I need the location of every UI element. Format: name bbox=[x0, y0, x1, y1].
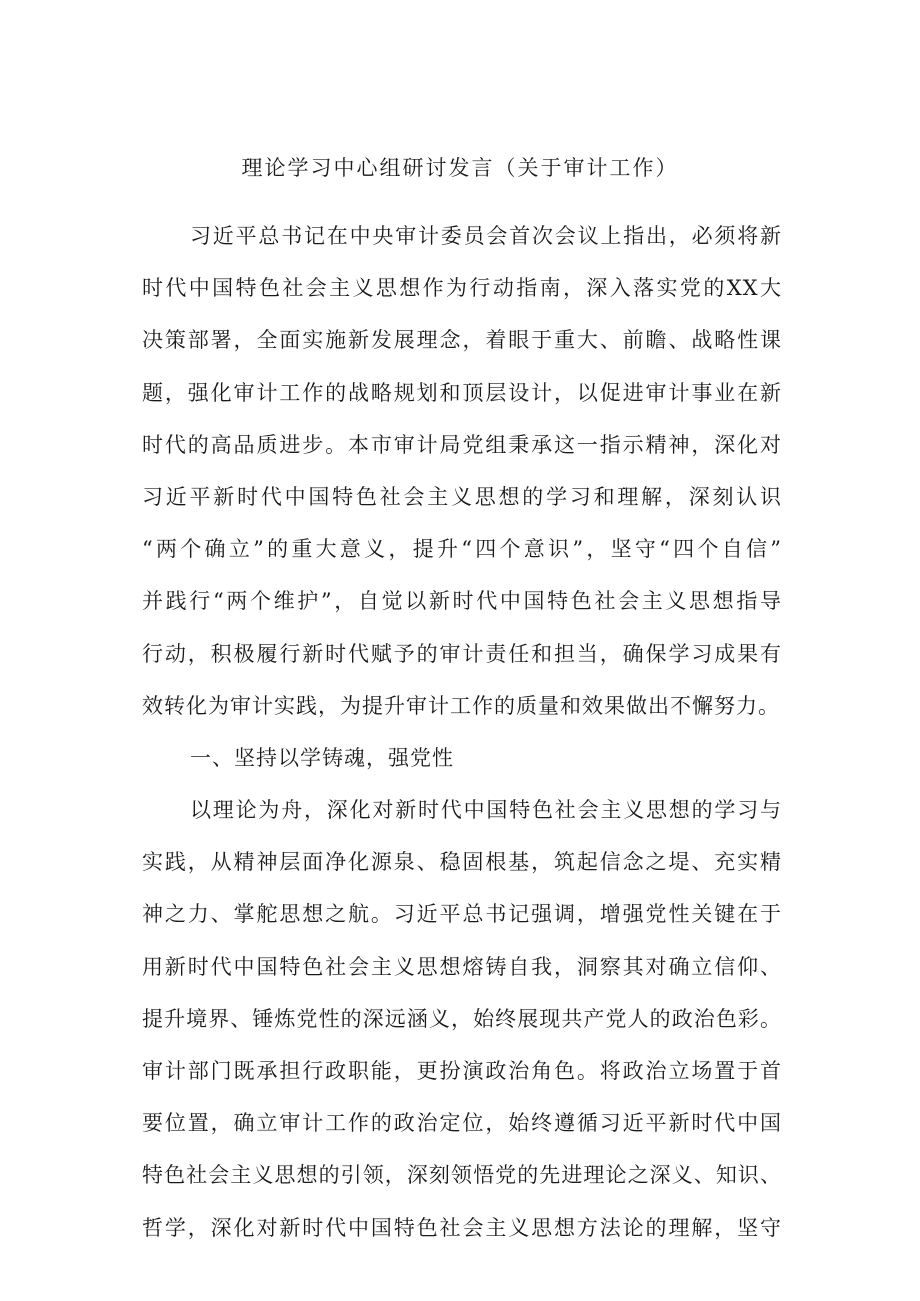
paragraph-line: 神之力、掌舵思想之航。习近平总书记强调，增强党性关键在于 bbox=[142, 902, 782, 927]
paragraph-line: 审计部门既承担行政职能，更扮演政治角色。将政治立场置于首 bbox=[142, 1059, 782, 1083]
paragraph-line: 习近平总书记在中央审计委员会首次会议上指出，必须将新 bbox=[190, 224, 782, 248]
paragraph-line: 时代中国特色社会主义思想作为行动指南，深入落实党的XX大 bbox=[142, 276, 782, 301]
paragraph-line: 决策部署，全面实施新发展理念，着眼于重大、前瞻、战略性课 bbox=[142, 328, 782, 353]
paragraph-line: 用新时代中国特色社会主义思想熔铸自我，洞察其对确立信仰、 bbox=[142, 954, 782, 979]
paragraph-line: 行动，积极履行新时代赋予的审计责任和担当，确保学习成果有 bbox=[142, 641, 782, 666]
paragraph-line: 提升境界、锤炼党性的深远涵义，始终展现共产党人的政治色彩。 bbox=[142, 1006, 782, 1031]
paragraph-line: 时代的高品质进步。本市审计局党组秉承这一指示精神，深化对 bbox=[142, 432, 782, 457]
paragraph-line: 以理论为舟，深化对新时代中国特色社会主义思想的学习与 bbox=[190, 798, 782, 823]
paragraph-line: 实践，从精神层面净化源泉、稳固根基，筑起信念之堤、充实精 bbox=[142, 850, 782, 875]
paragraph-line: 效转化为审计实践，为提升审计工作的质量和效果做出不懈努力。 bbox=[142, 693, 780, 718]
paragraph-line: 要位置，确立审计工作的政治定位，始终遵循习近平新时代中国 bbox=[142, 1111, 782, 1136]
paragraph-line: 哲学，深化对新时代中国特色社会主义思想方法论的理解，坚守 bbox=[142, 1215, 782, 1240]
section-heading: 一、坚持以学铸魂，强党性 bbox=[190, 745, 454, 770]
document-title: 理论学习中心组研讨发言（关于审计工作） bbox=[241, 156, 679, 180]
document-body bbox=[142, 210, 782, 1254]
paragraph-line: 习近平新时代中国特色社会主义思想的学习和理解，深刻认识 bbox=[142, 484, 782, 509]
paragraph-line: “两个确立”的重大意义，提升“四个意识”，坚守“四个自信” bbox=[142, 537, 782, 562]
paragraph-line: 特色社会主义思想的引领，深刻领悟党的先进理论之深义、知识、 bbox=[142, 1163, 782, 1188]
paragraph-line: 题，强化审计工作的战略规划和顶层设计，以促进审计事业在新 bbox=[142, 380, 782, 405]
paragraph-line: 并践行“两个维护”，自觉以新时代中国特色社会主义思想指导 bbox=[142, 589, 782, 614]
